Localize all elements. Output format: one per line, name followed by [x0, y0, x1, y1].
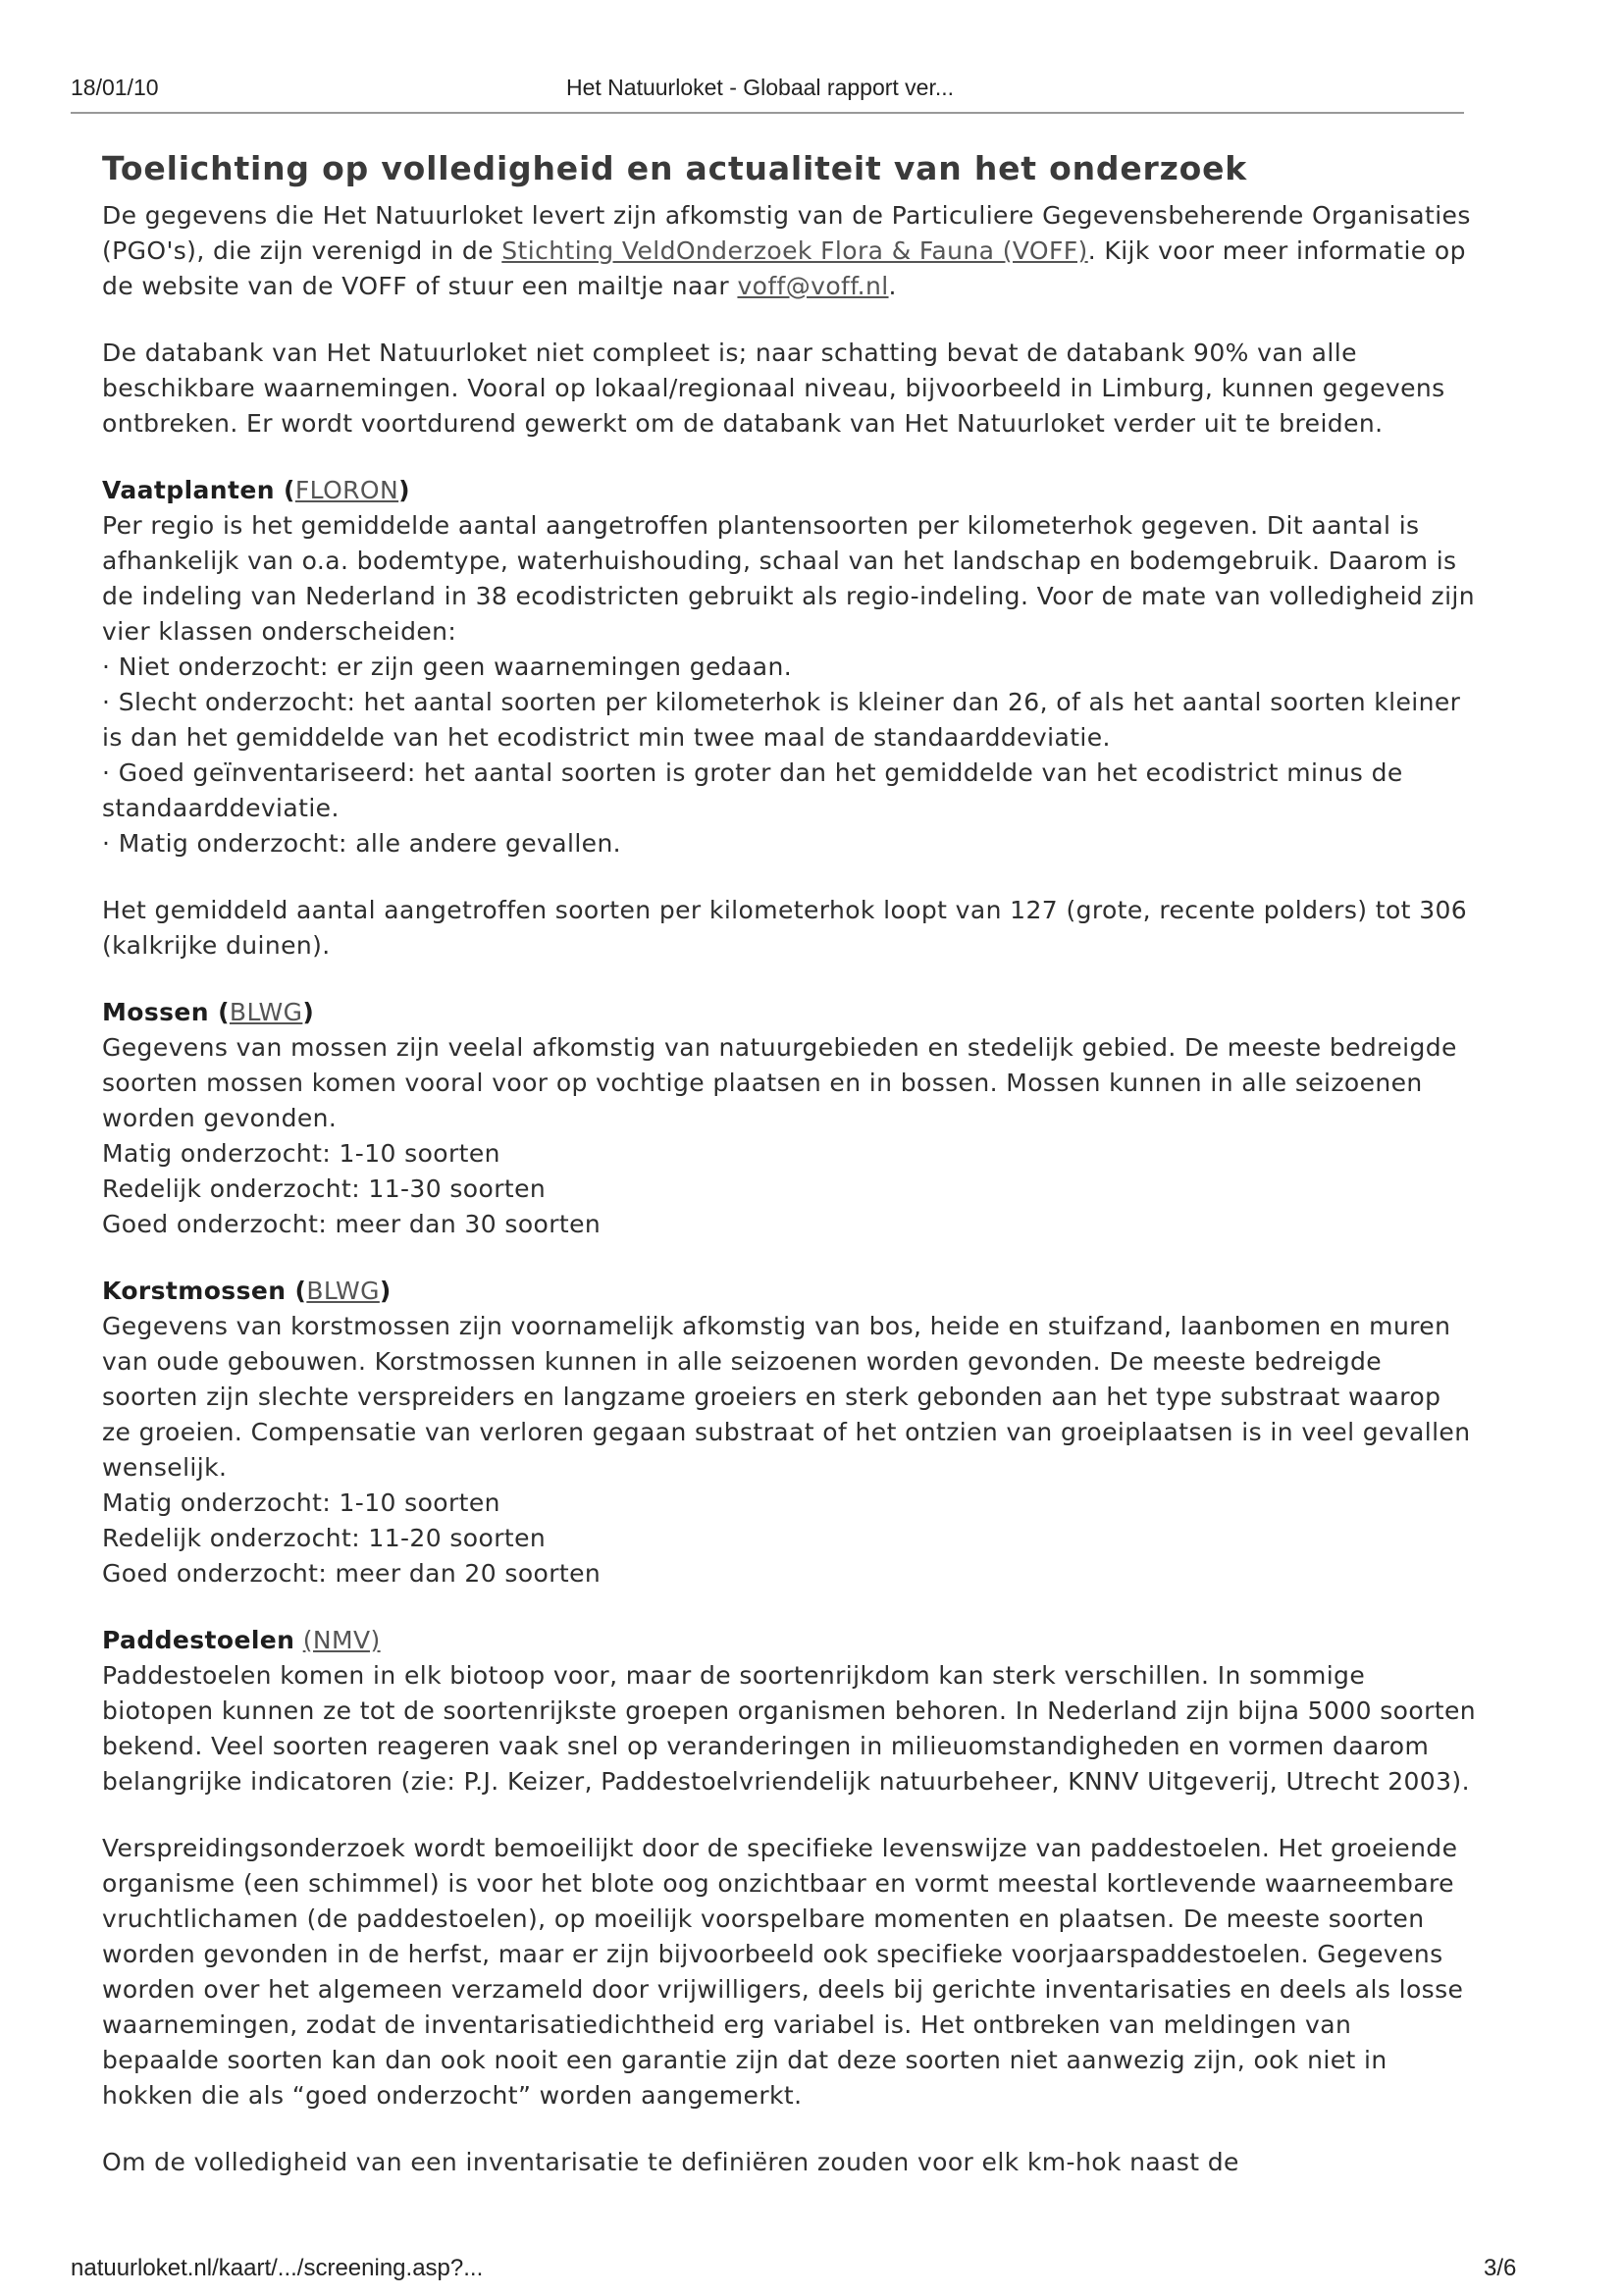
list-item: · Slecht onderzocht: het aantal soorten per kilometerhok is kleiner dan 26, of als het aantal soorten kleiner is dan het gemiddelde van het ecodistrict min twee maal de standaarddeviatie. [102, 688, 1461, 752]
section-vaatplanten [102, 473, 1476, 861]
page-number: 3/6 [1484, 2255, 1517, 2281]
blwg-link[interactable]: BLWG [229, 998, 303, 1026]
print-page-title: Het Natuurloket - Globaal rapport ver... [566, 75, 955, 100]
floron-link[interactable]: FLORON [294, 476, 399, 504]
intro-text-b: . Kijk voor meer informatie op de website van de VOFF of stuur een mailtje naar [102, 236, 1466, 300]
section-mossen [102, 995, 1476, 1242]
list-item: Goed onderzocht: meer dan 20 soorten [102, 1559, 602, 1588]
section-text: Gegevens van mossen zijn veelal afkomstig van natuurgebieden en stedelijk gebied. De meeste bedreigde soorten mossen komen vooral voor op vochtige plaatsen en in bossen. Mossen kunnen in alle seizoenen worden gevonden. [102, 1033, 1457, 1132]
blwg-link[interactable]: BLWG [306, 1277, 380, 1305]
intro-text-c: . [888, 272, 897, 300]
list-item: Redelijk onderzocht: 11-20 soorten [102, 1524, 547, 1552]
section-paddestoelen [102, 1623, 1476, 1800]
section-title: Vaatplanten [102, 476, 275, 504]
voff-link[interactable]: Stichting VeldOnderzoek Flora & Fauna (VOFF) [501, 236, 1088, 265]
paren-close: ) [398, 476, 410, 504]
print-url: natuurloket.nl/kaart/.../screening.asp?... [71, 2255, 484, 2281]
header-divider [71, 112, 1464, 114]
list-item: Matig onderzocht: 1-10 soorten [102, 1139, 500, 1168]
section-heading [102, 1274, 1476, 1309]
voff-email-link[interactable]: voff@voff.nl [737, 272, 889, 300]
list-item: Matig onderzocht: 1-10 soorten [102, 1488, 500, 1517]
paren-close: ) [379, 1277, 392, 1305]
section-heading [102, 1623, 1476, 1658]
paddestoelen-paragraph-2: Verspreidingsonderzoek wordt bemoeilijkt door de specifieke levenswijze van paddestoelen. Het groeiende organisme (een schimmel) is voor het blote oog onzichtbaar en vormt meestal kortlevende waarneembare vruchtlichamen (de paddestoelen), op moeilijk voorspelbare momenten en plaatsen. De meeste soorten worden gevonden in de herfst, maar er zijn bijvoorbeeld ook specifieke voorjaarspaddestoelen. Gegevens worden over het algemeen verzameld door vrijwilligers, deels bij gerichte inventarisaties en deels als losse waarnemingen, zodat de inventarisatiedichtheid erg variabel is. Het ontbreken van meldingen van bepaalde soorten kan dan ook nooit een garantie zijn dat deze soorten niet aanwezig zijn, ook niet in hokken die als “goed onderzocht” worden aangemerkt. [102, 1834, 1464, 2110]
section-text: Per regio is het gemiddelde aantal aangetroffen plantensoorten per kilometerhok gegeven. Dit aantal is afhankelijk van o.a. bodemtype, waterhuishouding, schaal van het landschap en bodemgebruik. Daarom is de indeling van Nederland in 38 ecodistricten gebruikt als regio-indeling. Voor de mate van volledigheid zijn vier klassen onderscheiden: [102, 511, 1476, 646]
list-item: Goed onderzocht: meer dan 30 soorten [102, 1210, 602, 1238]
section-title: Mossen [102, 998, 209, 1026]
list-item: · Matig onderzocht: alle andere gevallen. [102, 829, 622, 858]
paren-open: ( [286, 1277, 307, 1305]
intro-paragraph-2: De databank van Het Natuurloket niet compleet is; naar schatting bevat de databank 90% van alle beschikbare waarnemingen. Vooral op lokaal/regionaal niveau, bijvoorbeeld in Limburg, kunnen gegevens ontbreken. Er wordt voortdurend gewerkt om de databank van Het Natuurloket verder uit te breiden. [102, 339, 1445, 438]
section-title: Paddestoelen [102, 1626, 295, 1654]
intro-paragraph-1 [102, 198, 1476, 304]
paren-open: ( [274, 476, 295, 504]
section-korstmossen [102, 1274, 1476, 1592]
nmv-link[interactable]: (NMV) [302, 1626, 381, 1654]
section-text: Paddestoelen komen in elk biotoop voor, maar de soortenrijkdom kan sterk verschillen. In sommige biotopen kunnen ze tot de soortenrijkste groepen organismen behoren. In Nederland zijn bijna 5000 soorten bekend. Veel soorten reageren vaak snel op veranderingen in milieuomstandigheden en vormen daarom belangrijke indicatoren (zie: P.J. Keizer, Paddestoelvriendelijk natuurbeheer, KNNV Uitgeverij, Utrecht 2003). [102, 1661, 1476, 1796]
section-text: Gegevens van korstmossen zijn voornamelijk afkomstig van bos, heide en stuifzand, laanbomen en muren van oude gebouwen. Korstmossen kunnen in alle seizoenen worden gevonden. De meeste bedreigde soorten zijn slechte verspreiders en langzame groeiers en sterk gebonden aan het type substraat waarop ze groeien. Compensatie van verloren gegaan substraat of het ontzien van groeiplaatsen is in veel gevallen wenselijk. [102, 1312, 1471, 1482]
list-item: · Niet onderzocht: er zijn geen waarnemingen gedaan. [102, 652, 793, 681]
section-title: Korstmossen [102, 1277, 287, 1305]
paren-close: ) [302, 998, 315, 1026]
list-item: Redelijk onderzocht: 11-30 soorten [102, 1174, 547, 1203]
paddestoelen-paragraph-3: Om de volledigheid van een inventarisatie te definiëren zouden voor elk km-hok naast de [102, 2148, 1239, 2176]
page-heading: Toelichting op volledigheid en actualiteit van het onderzoek [102, 149, 1248, 187]
document-body [102, 147, 1476, 2212]
print-header [71, 69, 1464, 108]
section-heading [102, 995, 1476, 1030]
print-date: 18/01/10 [71, 75, 159, 100]
section-heading [102, 473, 1476, 508]
paren-open: ( [208, 998, 230, 1026]
vaatplanten-extra: Het gemiddeld aantal aangetroffen soorten per kilometerhok loopt van 127 (grote, recente polders) tot 306 (kalkrijke duinen). [102, 896, 1468, 960]
intro-text-a: De gegevens die Het Natuurloket levert zijn afkomstig van de Particuliere Gegevensbeherende Organisaties (PGO's), die zijn verenigd in de [102, 201, 1471, 265]
list-item: · Goed geïnventariseerd: het aantal soorten is groter dan het gemiddelde van het ecodistrict minus de standaarddeviatie. [102, 758, 1403, 822]
